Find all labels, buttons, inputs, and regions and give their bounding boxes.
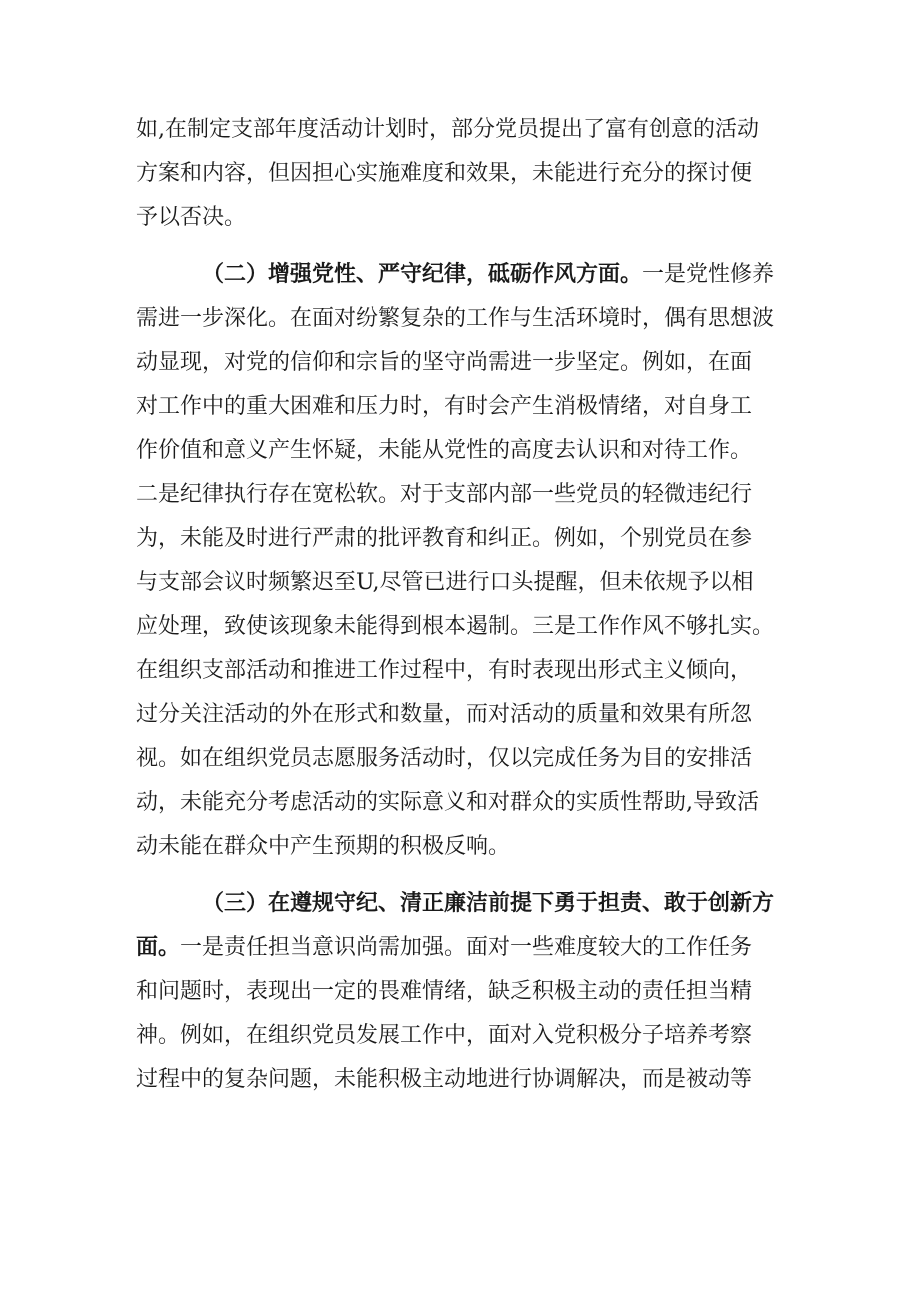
text-line: 动未能在群众中产生预期的积极反响。 xyxy=(136,834,511,859)
document-page xyxy=(136,108,800,1102)
text-line: 为，未能及时进行严肃的批评教育和纠正。例如，个别党员在参 xyxy=(136,526,753,551)
text-line xyxy=(136,926,800,970)
text-line: 与支部会议时频繁迟至U,尽管已进行口头提醒，但未依规予以相 xyxy=(136,570,754,595)
text-line: 方案和内容，但因担心实施难度和效果，未能进行充分的探讨便 xyxy=(136,161,753,186)
text-line: 予以否决。 xyxy=(136,205,247,230)
text-line: 动显现，对党的信仰和宗旨的坚守尚需进一步坚定。例如，在面 xyxy=(136,350,753,375)
paragraph-gap xyxy=(136,869,800,882)
section-heading-end: 面。 xyxy=(136,935,181,960)
text-run: 一是责任担当意识尚需加强。面对一些难度较大的工作任务 xyxy=(180,935,753,960)
text-line: 如,在制定支部年度活动计划时，部分党员提出了富有创意的活动 xyxy=(136,117,759,142)
text-line: 动，未能充分考虑活动的实际意义和对群众的实质性帮助,导致活 xyxy=(136,790,759,815)
text-line: 需进一步深化。在面对纷繁复杂的工作与生活环境时，偶有思想波 xyxy=(136,306,775,331)
text-line: 神。例如，在组织党员发展工作中，面对入党积极分子培养考察 xyxy=(136,1023,753,1048)
text-line: 过程中的复杂问题，未能积极主动地进行协调解决，而是被动等 xyxy=(136,1067,753,1092)
text-line: 在组织支部活动和推进工作过程中，有时表现出形式主义倾向， xyxy=(136,658,753,683)
text-line: 对工作中的重大困难和压力时，有时会产生消极情绪，对自身工 xyxy=(136,394,753,419)
text-line: 过分关注活动的外在形式和数量，而对活动的质量和效果有所忽 xyxy=(136,702,753,727)
text-line: 应处理，致使该现象未能得到根本遏制。三是工作作风不够扎实。 xyxy=(136,614,775,639)
text-line xyxy=(136,253,800,297)
paragraph-gap xyxy=(136,240,800,253)
text-line: 和问题时，表现出一定的畏难情绪，缺乏积极主动的责任担当精 xyxy=(136,979,753,1004)
paragraph xyxy=(136,108,800,240)
text-line: 视。如在组织党员志愿服务活动时，仅以完成任务为目的安排活 xyxy=(136,746,753,771)
section-heading: （二）增强党性、严守纪律，砥砺作风方面。 xyxy=(202,262,643,287)
paragraph xyxy=(136,882,800,1102)
text-line: 二是纪律执行存在宽松软。对于支部内部一些党员的轻微违纪行 xyxy=(136,482,753,507)
text-run: 一是党性修养 xyxy=(642,262,775,287)
section-heading: （三）在遵规守纪、清正廉洁前提下勇于担责、敢于创新方 xyxy=(202,891,775,916)
paragraph xyxy=(136,253,800,869)
text-line: 作价值和意义产生怀疑，未能从党性的高度去认识和对待工作。 xyxy=(136,438,753,463)
